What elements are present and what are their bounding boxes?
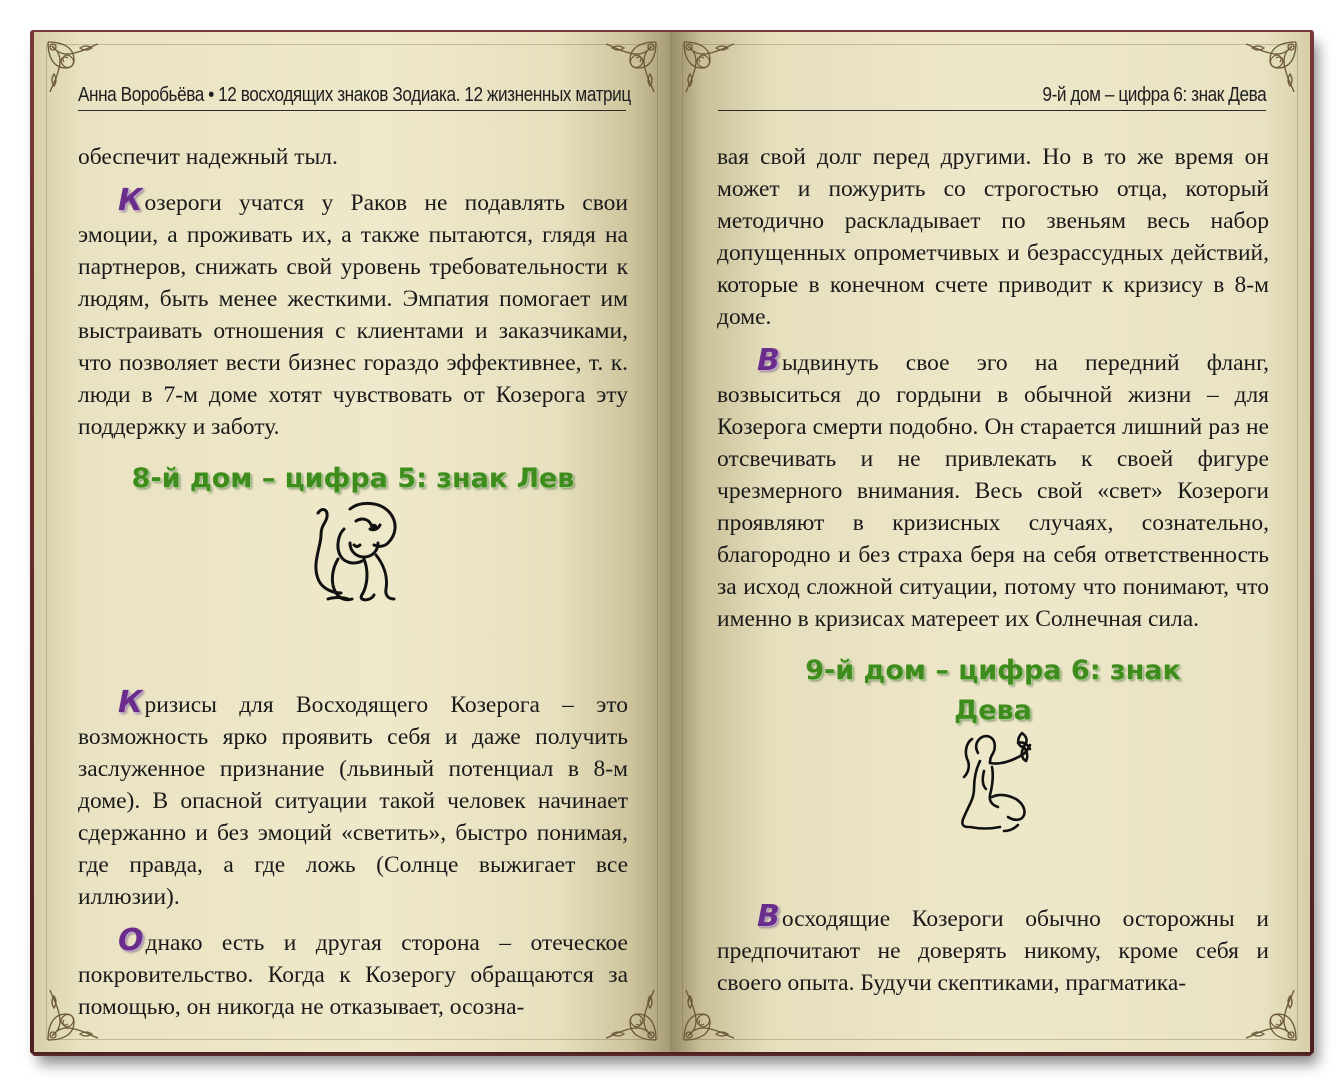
paragraph: вая свой долг перед другими. Но в то же время он может и пожурить со строгостью отца, который методично раскладывает по звеньям весь набор допущенных опрометчивых и безрассудных действий, которые в конечном счете приводит к кризису в 8-м доме. (717, 144, 1269, 330)
paragraph: обеспечит надежный тыл. (78, 144, 338, 170)
virgo-maiden-icon (938, 731, 1048, 843)
paragraph-text: ыдвинуть свое эго на передний фланг, возвыситься до гордыни в обычной жизни – для Козерога смерти подобно. Он старается лишний раз не отсвечивать и не привлекать к своей фигуре чрезмерного внимания. Весь свой «свет» Козероги проявляют в кризисных случаях, сознательно, благородно и без страха беря на себя ответственность за исход сложной ситуации, потому что понимают, что именно в кризисах матереет их Солнечная сила. (717, 350, 1269, 632)
header-rule (718, 110, 1266, 111)
corner-ornament-icon (680, 38, 738, 96)
paragraph (78, 923, 628, 1023)
paragraph-text: ризисы для Восходящего Козерога – это возможность ярко проявить себя и даже получить заслуженное признание (львиный потенциал в 8-м доме). В опасной ситуации такой человек начинает сдержанно и без эмоций «светить», быстро понимая, где правда, а где ложь (Солнце выжигает все иллюзии). (78, 692, 628, 910)
right-page[interactable] (670, 32, 1310, 1052)
drop-cap: К (118, 685, 143, 720)
section-title-line: Дева (954, 695, 1032, 726)
paragraph (717, 899, 1269, 999)
left-text-column (78, 141, 628, 1037)
running-header-left: Анна Воробьёва • 12 восходящих знаков Зодиака. 12 жизненных матриц (78, 84, 631, 106)
section-title: 8-й дом – цифра 5: знак Лев (131, 463, 575, 494)
leo-lion-icon (298, 499, 408, 609)
zodiac-illustration (78, 499, 628, 653)
drop-cap: К (118, 183, 143, 218)
paragraph-text: озероги учатся у Раков не подавлять свои эмоции, а проживать их, а также пытаются, глядя на партнеров, снижать свой уровень требовательности к людям, быть менее жесткими. Эмпатия помогает им выстраивать отношения с клиентами и заказчиками, что позволяет вести бизнес гораздо эффективнее, т. к. люди в 7-м доме хотят чувствовать от Козерога эту поддержку и заботу. (78, 190, 628, 440)
paragraph (717, 343, 1269, 635)
running-header-right: 9-й дом – цифра 6: знак Дева (1042, 84, 1266, 106)
left-page[interactable] (34, 32, 671, 1052)
paragraph-text: осходящие Козероги обычно осторожны и предпочитают не доверять никому, кроме себя и своего опыта. Будучи скептиками, прагматика- (717, 906, 1269, 996)
right-text-column (717, 141, 1269, 1013)
drop-cap: О (118, 923, 144, 958)
paragraph (78, 685, 628, 913)
zodiac-illustration (717, 731, 1269, 867)
paragraph (78, 183, 628, 443)
section-title-line: 9-й дом – цифра 6: знак (805, 655, 1181, 686)
header-rule (78, 110, 626, 111)
drop-cap: В (757, 899, 780, 934)
section-title (717, 651, 1269, 731)
paragraph-text: днако есть и другая сторона – отеческое покровительство. Когда к Козерогу обращаются за помощью, он никогда не отказывает, осозна- (78, 930, 628, 1020)
drop-cap: В (757, 343, 780, 378)
